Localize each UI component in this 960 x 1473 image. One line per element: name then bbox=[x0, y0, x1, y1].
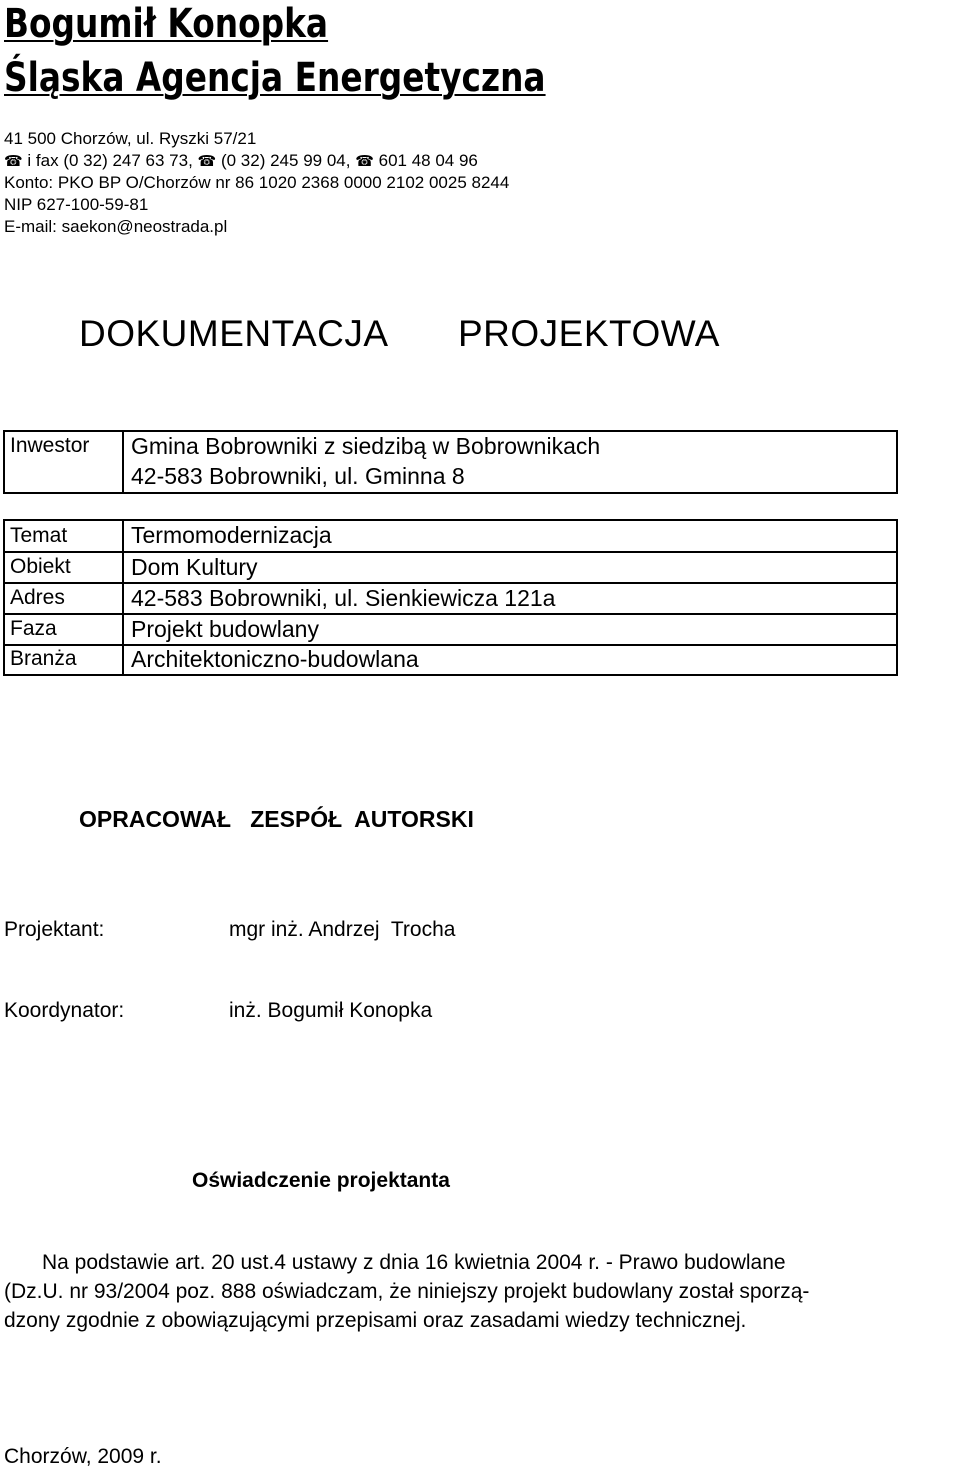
phone-icon: ☎ bbox=[355, 153, 374, 170]
team-heading: OPRACOWAŁ ZESPÓŁ AUTORSKI bbox=[79, 806, 474, 832]
phase-value: Projekt budowlany bbox=[131, 616, 319, 642]
object-label: Obiekt bbox=[10, 555, 71, 578]
company-address: 41 500 Chorzów, ul. Ryszki 57/21 bbox=[4, 129, 257, 148]
title-word-project: PROJEKTOWA bbox=[458, 313, 720, 354]
coordinator-label: Koordynator: bbox=[4, 999, 125, 1022]
phone-icon: ☎ bbox=[4, 153, 23, 170]
investor-label: Inwestor bbox=[10, 434, 90, 457]
company-phones bbox=[4, 150, 478, 173]
table-divider bbox=[122, 519, 124, 676]
investor-address: 42-583 Bobrowniki, ul. Gminna 8 bbox=[131, 463, 465, 489]
branch-value: Architektoniczno-budowlana bbox=[131, 646, 419, 672]
coordinator-name: inż. Bogumił Konopka bbox=[229, 999, 433, 1022]
declaration-heading: Oświadczenie projektanta bbox=[192, 1169, 450, 1192]
phone-3: 601 48 04 96 bbox=[378, 151, 478, 170]
designer-label: Projektant: bbox=[4, 918, 105, 941]
company-name: Bogumił Konopka bbox=[4, 1, 329, 47]
title-word-documentation: DOKUMENTACJA bbox=[79, 313, 389, 354]
agency-name: Śląska Agencja Energetyczna bbox=[4, 55, 546, 101]
declaration-line-1: Na podstawie art. 20 ust.4 ustawy z dnia 16 kwietnia 2004 r. - Prawo budowlane bbox=[42, 1251, 786, 1274]
declaration-line-2: (Dz.U. nr 93/2004 poz. 888 oświadczam, że niniejszy projekt budowlany został sporzą- bbox=[4, 1280, 810, 1303]
topic-label: Temat bbox=[10, 524, 68, 547]
topic-value: Termomodernizacja bbox=[131, 522, 332, 548]
declaration-line-3: dzony zgodnie z obowiązującymi przepisami oraz zasadami wiedzy technicznej. bbox=[4, 1309, 747, 1332]
investor-name: Gmina Bobrowniki z siedzibą w Bobrownikach bbox=[131, 433, 601, 459]
branch-label: Branża bbox=[10, 647, 77, 670]
phone-2: (0 32) 245 99 04, bbox=[220, 151, 351, 170]
table-divider bbox=[122, 430, 124, 494]
phase-label: Faza bbox=[10, 617, 57, 640]
object-value: Dom Kultury bbox=[131, 554, 258, 580]
email-address: E-mail: saekon@neostrada.pl bbox=[4, 217, 228, 236]
phone-icon: ☎ bbox=[197, 153, 217, 170]
place-date: Chorzów, 2009 r. bbox=[4, 1445, 162, 1468]
address-label: Adres bbox=[10, 586, 65, 609]
address-value: 42-583 Bobrowniki, ul. Sienkiewicza 121a bbox=[131, 585, 556, 611]
designer-name: mgr inż. Andrzej Trocha bbox=[229, 918, 456, 941]
nip-number: NIP 627-100-59-81 bbox=[4, 195, 149, 214]
bank-account: Konto: PKO BP O/Chorzów nr 86 1020 2368 0000 2102 0025 8244 bbox=[4, 173, 510, 192]
phone-fax: i fax (0 32) 247 63 73, bbox=[27, 151, 193, 170]
